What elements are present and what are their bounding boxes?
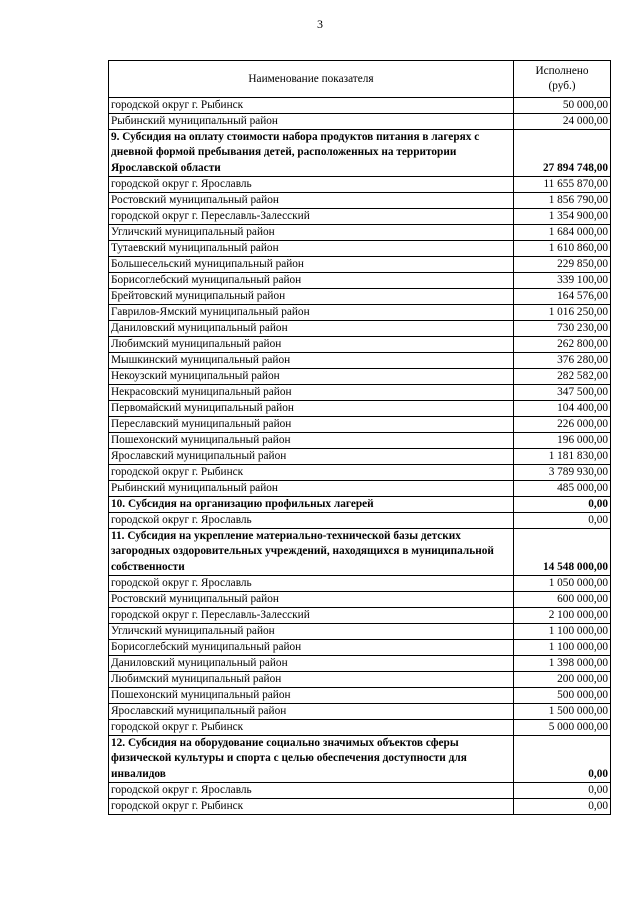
table-row: [109, 576, 611, 592]
table-row: [109, 320, 611, 336]
table-row: [109, 592, 611, 608]
row-name: городской округ г. Ярославль: [109, 513, 514, 529]
table-row: [109, 336, 611, 352]
row-value: 1 684 000,00: [514, 224, 611, 240]
row-name: Ярославский муниципальный район: [109, 448, 514, 464]
report-table: [108, 60, 611, 815]
row-name: Большесельский муниципальный район: [109, 256, 514, 272]
section-total: 27 894 748,00: [514, 130, 611, 177]
row-value: 1 610 860,00: [514, 240, 611, 256]
section-row: [109, 130, 611, 177]
section-total: 0,00: [514, 496, 611, 512]
row-value: 226 000,00: [514, 416, 611, 432]
row-name: Рыбинский муниципальный район: [109, 480, 514, 496]
row-name: Любимский муниципальный район: [109, 672, 514, 688]
table-row: [109, 176, 611, 192]
row-value: 347 500,00: [514, 384, 611, 400]
row-value: 229 850,00: [514, 256, 611, 272]
row-name: Даниловский муниципальный район: [109, 656, 514, 672]
row-value: 1 354 900,00: [514, 208, 611, 224]
table-row: [109, 98, 611, 114]
table-row: [109, 480, 611, 496]
row-value: 730 230,00: [514, 320, 611, 336]
column-header-value-line1: Исполнено: [535, 64, 589, 77]
row-name: Ростовский муниципальный район: [109, 592, 514, 608]
row-name: Пошехонский муниципальный район: [109, 432, 514, 448]
table-row: [109, 672, 611, 688]
row-name: Даниловский муниципальный район: [109, 320, 514, 336]
row-name: городской округ г. Рыбинск: [109, 798, 514, 814]
row-value: 376 280,00: [514, 352, 611, 368]
row-name: городской округ г. Переславль-Залесский: [109, 608, 514, 624]
row-value: 1 100 000,00: [514, 624, 611, 640]
row-value: 0,00: [514, 513, 611, 529]
table-row: [109, 272, 611, 288]
row-value: 0,00: [514, 798, 611, 814]
row-name: Некоузский муниципальный район: [109, 368, 514, 384]
table-row: [109, 224, 611, 240]
table-row: [109, 192, 611, 208]
row-name: Гаврилов-Ямский муниципальный район: [109, 304, 514, 320]
column-header-value-line2: (руб.): [548, 80, 576, 92]
row-value: 1 016 250,00: [514, 304, 611, 320]
row-name: Любимский муниципальный район: [109, 336, 514, 352]
section-total: 0,00: [514, 736, 611, 783]
section-row: [109, 529, 611, 576]
row-name: городской округ г. Ярославль: [109, 782, 514, 798]
table-row: [109, 513, 611, 529]
section-title: 12. Субсидия на оборудование социально значимых объектов сферы физической культуры и спорта с целью обеспечения доступности для инвалидов: [109, 736, 514, 783]
row-name: Борисоглебский муниципальный район: [109, 272, 514, 288]
row-value: 600 000,00: [514, 592, 611, 608]
row-value: 1 050 000,00: [514, 576, 611, 592]
section-row: [109, 736, 611, 783]
table-row: [109, 720, 611, 736]
table-header-row: [109, 61, 611, 98]
row-name: Переславский муниципальный район: [109, 416, 514, 432]
row-value: 5 000 000,00: [514, 720, 611, 736]
table-row: [109, 464, 611, 480]
row-value: 11 655 870,00: [514, 176, 611, 192]
row-name: Мышкинский муниципальный район: [109, 352, 514, 368]
row-name: Тутаевский муниципальный район: [109, 240, 514, 256]
table-row: [109, 384, 611, 400]
table-row: [109, 640, 611, 656]
row-name: Некрасовский муниципальный район: [109, 384, 514, 400]
section-title: 10. Субсидия на организацию профильных лагерей: [109, 496, 514, 512]
row-value: 1 100 000,00: [514, 640, 611, 656]
row-value: 50 000,00: [514, 98, 611, 114]
row-name: Первомайский муниципальный район: [109, 400, 514, 416]
row-value: 104 400,00: [514, 400, 611, 416]
report-table-body: [109, 61, 611, 815]
row-value: 1 181 830,00: [514, 448, 611, 464]
table-row: [109, 798, 611, 814]
table-row: [109, 368, 611, 384]
row-value: 485 000,00: [514, 480, 611, 496]
row-name: Ростовский муниципальный район: [109, 192, 514, 208]
row-value: 1 398 000,00: [514, 656, 611, 672]
table-row: [109, 432, 611, 448]
row-value: 0,00: [514, 782, 611, 798]
row-name: Угличский муниципальный район: [109, 624, 514, 640]
row-name: Пошехонский муниципальный район: [109, 688, 514, 704]
column-header-name: Наименование показателя: [109, 61, 514, 98]
section-row: [109, 496, 611, 512]
row-value: 200 000,00: [514, 672, 611, 688]
table-row: [109, 448, 611, 464]
row-name: городской округ г. Рыбинск: [109, 720, 514, 736]
table-row: [109, 624, 611, 640]
row-name: городской округ г. Переславль-Залесский: [109, 208, 514, 224]
row-name: городской округ г. Рыбинск: [109, 98, 514, 114]
table-row: [109, 656, 611, 672]
table-row: [109, 688, 611, 704]
row-value: 196 000,00: [514, 432, 611, 448]
row-name: городской округ г. Ярославль: [109, 176, 514, 192]
row-name: Угличский муниципальный район: [109, 224, 514, 240]
row-name: Ярославский муниципальный район: [109, 704, 514, 720]
row-value: 282 582,00: [514, 368, 611, 384]
table-row: [109, 304, 611, 320]
row-name: Борисоглебский муниципальный район: [109, 640, 514, 656]
row-name: Рыбинский муниципальный район: [109, 114, 514, 130]
table-row: [109, 416, 611, 432]
row-name: городской округ г. Рыбинск: [109, 464, 514, 480]
table-row: [109, 352, 611, 368]
row-value: 24 000,00: [514, 114, 611, 130]
table-row: [109, 608, 611, 624]
row-value: 3 789 930,00: [514, 464, 611, 480]
page-number: 3: [317, 17, 323, 31]
table-row: [109, 400, 611, 416]
row-value: 500 000,00: [514, 688, 611, 704]
row-value: 262 800,00: [514, 336, 611, 352]
row-value: 1 856 790,00: [514, 192, 611, 208]
section-title: 11. Субсидия на укрепление материально-технической базы детских загородных оздоровительных учреждений, находящихся в муниципальной собственности: [109, 529, 514, 576]
row-name: Брейтовский муниципальный район: [109, 288, 514, 304]
table-row: [109, 288, 611, 304]
section-total: 14 548 000,00: [514, 529, 611, 576]
table-row: [109, 704, 611, 720]
table-row: [109, 114, 611, 130]
table-row: [109, 208, 611, 224]
section-title: 9. Субсидия на оплату стоимости набора продуктов питания в лагерях с дневной формой пребывания детей, расположенных на территории Ярославской области: [109, 130, 514, 177]
row-value: 339 100,00: [514, 272, 611, 288]
row-name: городской округ г. Ярославль: [109, 576, 514, 592]
table-row: [109, 240, 611, 256]
column-header-value: [514, 61, 611, 98]
table-row: [109, 256, 611, 272]
row-value: 2 100 000,00: [514, 608, 611, 624]
row-value: 1 500 000,00: [514, 704, 611, 720]
table-row: [109, 782, 611, 798]
row-value: 164 576,00: [514, 288, 611, 304]
